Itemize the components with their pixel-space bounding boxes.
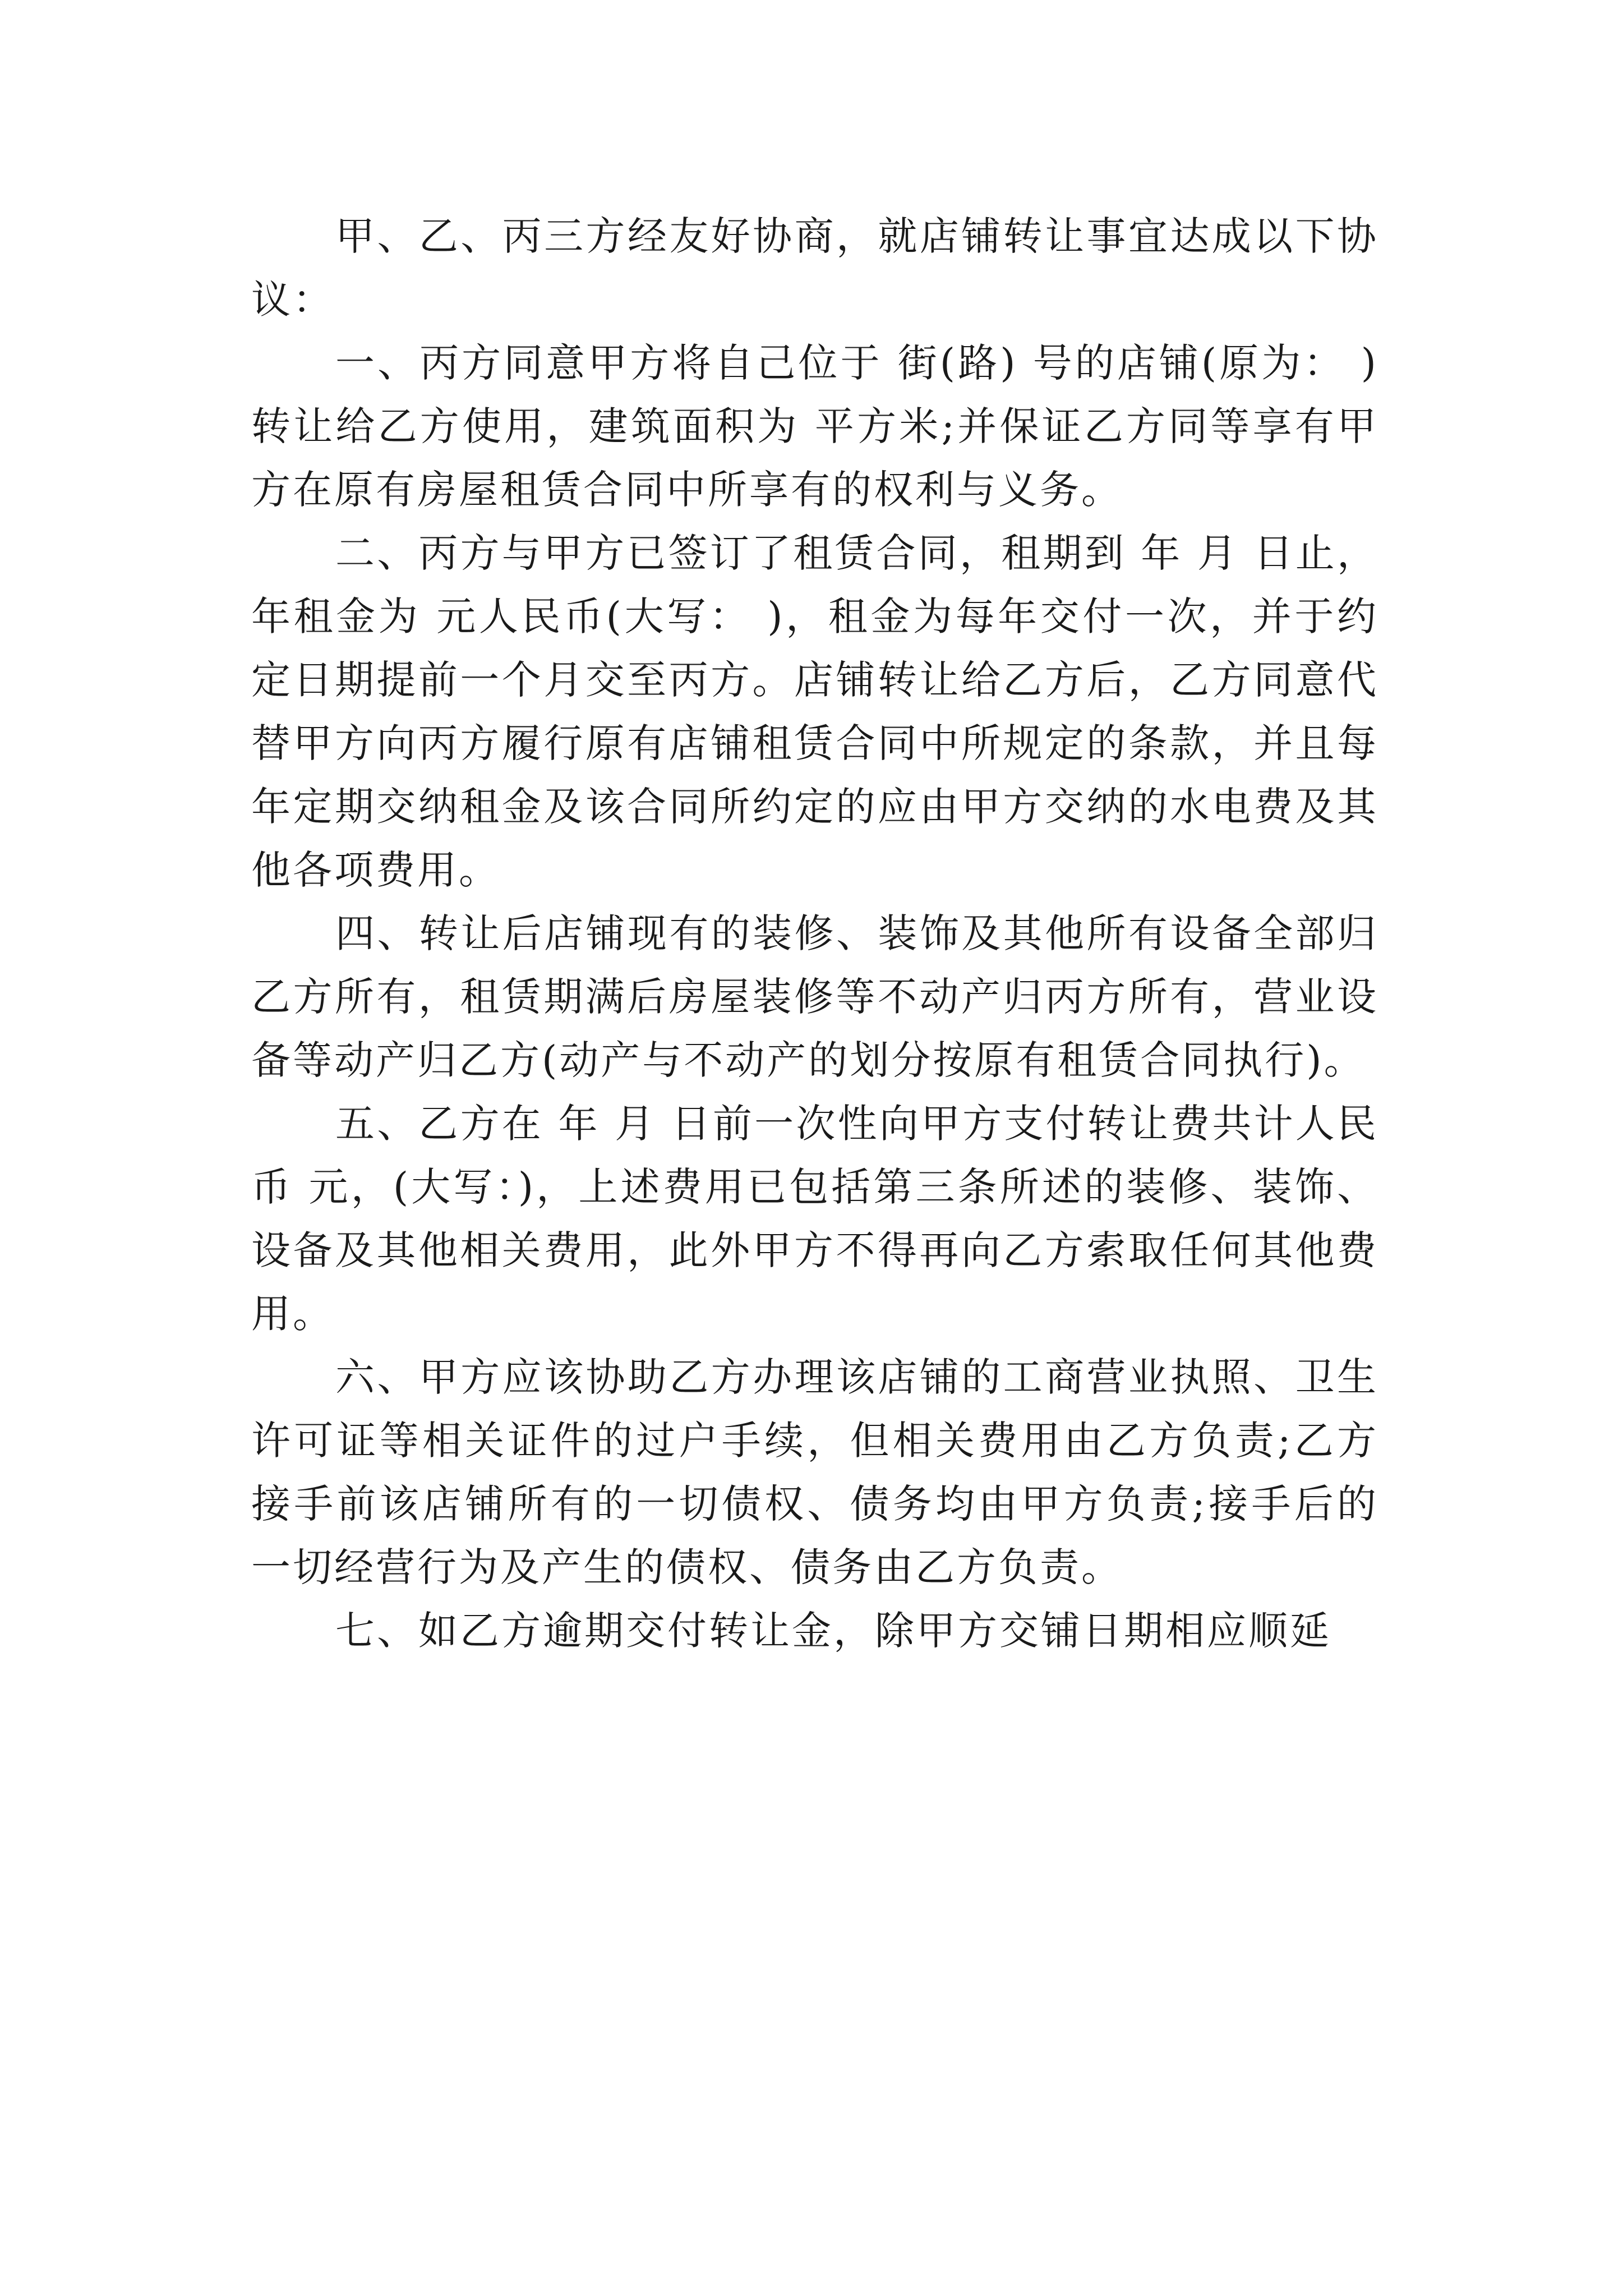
paragraph-clause-7: 七、如乙方逾期交付转让金，除甲方交铺日期相应顺延 <box>335 1608 1331 1654</box>
paragraph-clause-2: 二、丙方与甲方已签订了租赁合同，租期到 年 月 日止，年租金为 元人民币(大写： )，租金为每年交付一次，并于约定日期提前一个月交至丙方。店铺转让给乙方后，乙方同意代替甲方向丙方履行原有店铺租赁合同中所规定的条款，并且每年定期交纳租金及该合同所约定的应由甲方交纳的水电费及其他各项费用。 <box>251 530 1378 893</box>
paragraph-clause-5: 五、乙方在 年 月 日前一次性向甲方支付转让费共计人民币 元，(大写：)，上述费用已包括第三条所述的装修、装饰、设备及其他相关费用，此外甲方不得再向乙方索取任何其他费用。 <box>251 1101 1378 1337</box>
paragraph-clause-1: 一、丙方同意甲方将自己位于 街(路) 号的店铺(原为： )转让给乙方使用，建筑面积为 平方米;并保证乙方同等享有甲方在原有房屋租赁合同中所享有的权利与义务。 <box>251 340 1378 513</box>
contract-body <box>251 205 1378 1663</box>
paragraph-intro: 甲、乙、丙三方经友好协商，就店铺转让事宜达成以下协议： <box>251 213 1378 323</box>
paragraph-clause-4: 四、转让后店铺现有的装修、装饰及其他所有设备全部归乙方所有，租赁期满后房屋装修等不动产归丙方所有，营业设备等动产归乙方(动产与不动产的划分按原有租赁合同执行)。 <box>251 910 1378 1083</box>
paragraph-clause-6: 六、甲方应该协助乙方办理该店铺的工商营业执照、卫生许可证等相关证件的过户手续，但相关费用由乙方负责;乙方接手前该店铺所有的一切债权、债务均由甲方负责;接手后的一切经营行为及产生的债权、债务由乙方负责。 <box>251 1354 1378 1590</box>
